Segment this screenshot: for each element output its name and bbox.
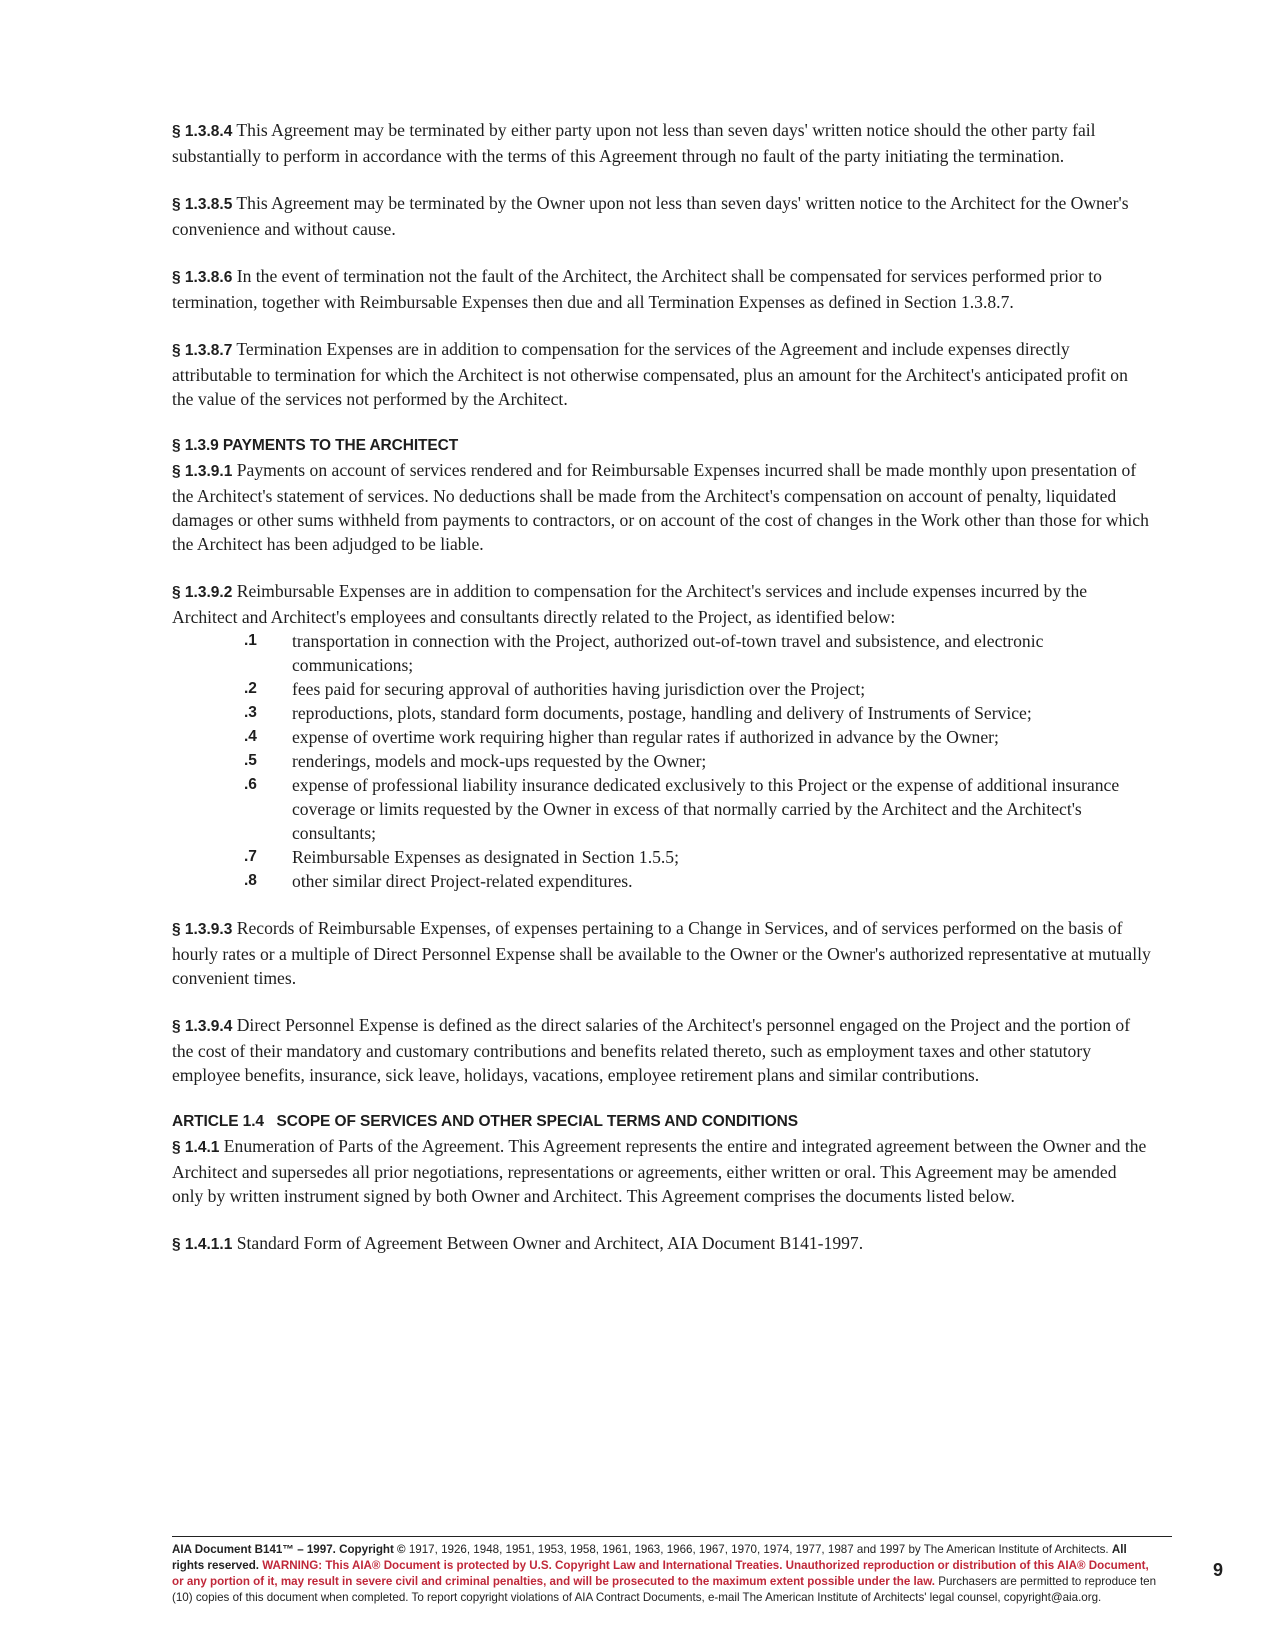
section-1-3-8-7	[172, 337, 1152, 411]
section-text: This Agreement may be terminated by the Owner upon not less than seven days' written notice to the Architect for the Owner's convenience and without cause.	[172, 193, 1129, 239]
section-1-3-8-4	[172, 118, 1152, 168]
section-number: § 1.3.8.4	[172, 123, 233, 140]
footer-years: 1917, 1926, 1948, 1951, 1953, 1958, 1961, 1963, 1966, 1967, 1970, 1974, 1977, 1987 and 1997 by The American Institute of Architects.	[405, 1543, 1112, 1556]
section-number: § 1.3.8.5	[172, 196, 233, 213]
list-text: fees paid for securing approval of authorities having jurisdiction over the Project;	[292, 679, 866, 699]
list-text: transportation in connection with the Project, authorized out-of-town travel and subsistence, and electronic communications;	[292, 631, 1044, 675]
section-text: In the event of termination not the fault of the Architect, the Architect shall be compensated for services performed prior to termination, together with Reimbursable Expenses then due and all Termination Expenses as defined in Section 1.3.8.7.	[172, 266, 1102, 312]
list-text: expense of overtime work requiring higher than regular rates if authorized in advance by the Owner;	[292, 727, 999, 747]
footer-doc-title: AIA Document B141™ – 1997. Copyright ©	[172, 1543, 406, 1556]
section-number: § 1.4.1	[172, 1139, 220, 1156]
section-text: This Agreement may be terminated by either party upon not less than seven days' written notice should the other party fail substantially to perform in accordance with the terms of this Agreement through no fault of the party initiating the termination.	[172, 120, 1096, 166]
list-item	[172, 749, 1152, 773]
page-number: 9	[1213, 1560, 1224, 1580]
list-item	[172, 725, 1152, 749]
list-number: .1	[244, 632, 257, 649]
list-text: reproductions, plots, standard form documents, postage, handling and delivery of Instruments of Service;	[292, 703, 1032, 723]
section-text: Records of Reimbursable Expenses, of expenses pertaining to a Change in Services, and of services performed on the basis of hourly rates or a multiple of Direct Personnel Expense shall be available to the Owner or the Owner's authorized representative at mutually convenient times.	[172, 918, 1151, 988]
section-number: § 1.3.9.4	[172, 1018, 233, 1035]
section-number: § 1.3.8.6	[172, 269, 233, 286]
section-number: § 1.3.9.1	[172, 463, 233, 480]
section-1-3-9-1	[172, 458, 1152, 556]
list-text: Reimbursable Expenses as designated in Section 1.5.5;	[292, 847, 679, 867]
list-number: .4	[244, 728, 257, 745]
footer-rights: All rights reserved.	[172, 1543, 1127, 1572]
list-text: other similar direct Project-related expenditures.	[292, 871, 633, 891]
section-number: § 1.3.9.3	[172, 921, 233, 938]
section-1-3-9-4	[172, 1013, 1152, 1087]
list-text: renderings, models and mock-ups requested by the Owner;	[292, 751, 707, 771]
list-number: .2	[244, 680, 257, 697]
list-item	[172, 677, 1152, 701]
reimbursable-expenses-list	[172, 629, 1152, 893]
footer-rest: Purchasers are permitted to reproduce ten (10) copies of this document when completed. To report copyright violations of AIA Contract Documents, e-mail The American Institute of Architects' legal counsel, copyright@aia.org.	[172, 1575, 1157, 1604]
list-number: .8	[244, 872, 257, 889]
list-item	[172, 845, 1152, 869]
list-number: .5	[244, 752, 257, 769]
section-text: Reimbursable Expenses are in addition to compensation for the Architect's services and include expenses incurred by the Architect and Architect's employees and consultants directly related to the Project, as identified below:	[172, 581, 1088, 627]
section-1-3-9-3	[172, 916, 1152, 990]
section-text: Payments on account of services rendered and for Reimbursable Expenses incurred shall be made monthly upon presentation of the Architect's statement of services. No deductions shall be made from the Architect's compensation on account of penalty, liquidated damages or other sums withheld from payments to contractors, or on account of the cost of changes in the Work other than those for which the Architect has been adjudged to be liable.	[172, 460, 1149, 554]
section-1-4-1	[172, 1134, 1152, 1208]
footer-text	[172, 1542, 1162, 1621]
section-text: Direct Personnel Expense is defined as the direct salaries of the Architect's personnel engaged on the Project and the portion of the cost of their mandatory and customary contributions and benefits related thereto, such as employment taxes and other statutory employee benefits, insurance, sick leave, holidays, vacations, employee retirement plans and similar contributions.	[172, 1015, 1131, 1085]
heading-article-1-4: ARTICLE 1.4 SCOPE OF SERVICES AND OTHER SPECIAL TERMS AND CONDITIONS	[172, 1113, 798, 1130]
section-text: Standard Form of Agreement Between Owner and Architect, AIA Document B141-1997.	[232, 1233, 864, 1253]
section-text: Termination Expenses are in addition to compensation for the services of the Agreement and include expenses directly attributable to termination for which the Architect is not otherwise compensated, plus an amount for the Architect's anticipated profit on the value of the services not performed by the Architect.	[172, 339, 1128, 409]
copyright-footer	[172, 1536, 1172, 1621]
section-1-3-8-6	[172, 264, 1152, 314]
list-number: .3	[244, 704, 257, 721]
section-number: § 1.3.9.2	[172, 584, 233, 601]
list-number: .6	[244, 776, 257, 793]
list-item	[172, 629, 1152, 677]
section-1-4-1-1	[172, 1231, 1152, 1257]
list-text: expense of professional liability insurance dedicated exclusively to this Project or the expense of additional insurance coverage or limits requested by the Owner in excess of that normally carried by the Architect and the Architect's consultants;	[292, 775, 1120, 843]
document-body	[172, 118, 1152, 1280]
list-number: .7	[244, 848, 257, 865]
list-item	[172, 869, 1152, 893]
heading-payments: § 1.3.9 PAYMENTS TO THE ARCHITECT	[172, 437, 459, 454]
list-item	[172, 701, 1152, 725]
section-text: Enumeration of Parts of the Agreement. This Agreement represents the entire and integrated agreement between the Owner and the Architect and supersedes all prior negotiations, representations or agreements, either written or oral. This Agreement may be amended only by written instrument signed by both Owner and Architect. This Agreement comprises the documents listed below.	[172, 1136, 1147, 1206]
section-number: § 1.3.8.7	[172, 342, 233, 359]
footer-warning: WARNING: This AIA® Document is protected by U.S. Copyright Law and International Treaties. Unauthorized reproduction or distribution of this AIA® Document, or any portion of it, may result in severe civil and criminal penalties, and will be prosecuted to the maximum extent possible under the law.	[172, 1559, 1149, 1588]
section-number: § 1.4.1.1	[172, 1236, 233, 1253]
section-1-3-9-2	[172, 579, 1152, 629]
list-item	[172, 773, 1152, 845]
section-1-3-8-5	[172, 191, 1152, 241]
